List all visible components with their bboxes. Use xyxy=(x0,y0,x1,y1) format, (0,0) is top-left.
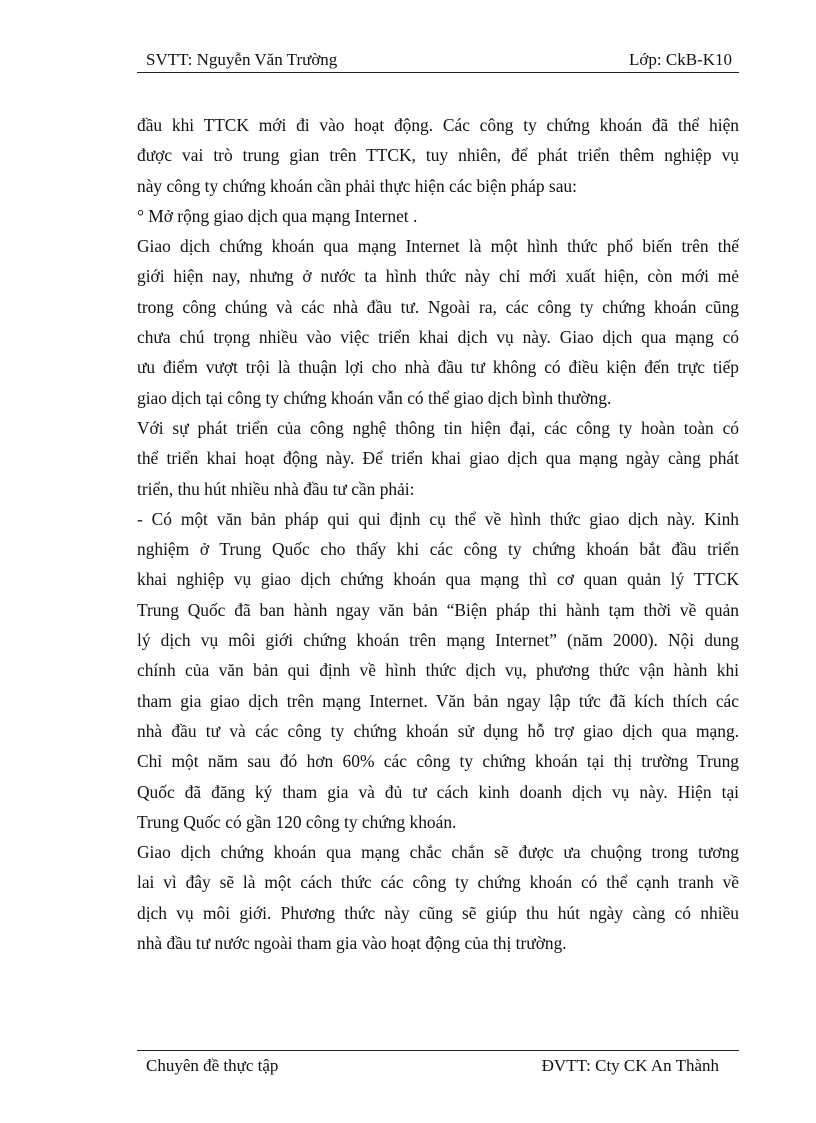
text-line: triển, thu hút nhiều nhà đầu tư cần phải: xyxy=(137,478,415,499)
text-line: Giao dịch chứng khoán qua mạng Internet là một hình thức phổ biến trên thế xyxy=(137,236,739,257)
text-line: Trung Quốc có gần 120 công ty chứng khoán. xyxy=(137,811,457,832)
header-class: Lớp: CkB-K10 xyxy=(629,50,732,69)
page-header xyxy=(137,48,739,73)
text-line: đầu khi TTCK mới đi vào hoạt động. Các công ty chứng khoán đã thể hiện xyxy=(137,115,739,135)
text-line: nhà đầu tư nước ngoài tham gia vào hoạt động của thị trường. xyxy=(137,933,567,954)
text-line: Quốc đã đăng ký tham gia và đủ tư cách kinh doanh dịch vụ này. Hiện tại xyxy=(137,781,739,802)
footer-topic: Chuyên đề thực tập xyxy=(146,1056,279,1075)
page-footer xyxy=(137,1050,739,1077)
text-line: trong công chúng và các nhà đầu tư. Ngoài ra, các công ty chứng khoán cũng xyxy=(137,296,739,317)
body-text xyxy=(137,110,739,958)
text-line: ° Mở rộng giao dịch qua mạng Internet . xyxy=(137,205,418,226)
text-line: ưu điểm vượt trội là thuận lợi cho nhà đầu tư không có điều kiện đến trực tiếp xyxy=(137,357,739,378)
text-line: Chỉ một năm sau đó hơn 60% các công ty chứng khoán tại thị trường Trung xyxy=(137,751,739,772)
text-line: - Có một văn bản pháp qui qui định cụ thể về hình thức giao dịch này. Kinh xyxy=(137,508,739,529)
text-line: dịch vụ môi giới. Phương thức này cũng sẽ giúp thu hút ngày càng có nhiều xyxy=(137,902,739,923)
text-line: này công ty chứng khoán cần phải thực hiện các biện pháp sau: xyxy=(137,175,577,196)
text-line: giới hiện nay, nhưng ở nước ta hình thức này chỉ mới xuất hiện, còn mới mẻ xyxy=(137,266,739,287)
text-line: giao dịch tại công ty chứng khoán vẫn có thể giao dịch bình thường. xyxy=(137,387,612,408)
header-student-name: SVTT: Nguyễn Văn Trường xyxy=(146,50,338,69)
text-line: nghiệm ở Trung Quốc cho thấy khi các công ty chứng khoán bắt đầu triển xyxy=(137,539,739,560)
text-line: Trung Quốc đã ban hành ngay văn bản “Biện pháp thi hành tạm thời về quản xyxy=(137,599,739,620)
text-line: nhà đầu tư và các công ty chứng khoán sử dụng hỗ trợ giao dịch qua mạng. xyxy=(137,720,739,741)
text-line: được vai trò trung gian trên TTCK, tuy nhiên, để phát triển thêm nghiệp vụ xyxy=(137,145,739,166)
text-line: Với sự phát triển của công nghệ thông tin hiện đại, các công ty hoàn toàn có xyxy=(137,417,739,438)
text-line: lai vì đây sẽ là một cách thức các công ty chứng khoán có thể cạnh tranh về xyxy=(137,872,739,893)
text-line: thể triển khai hoạt động này. Để triển khai giao dịch qua mạng ngày càng phát xyxy=(137,448,739,469)
text-line: Giao dịch chứng khoán qua mạng chắc chắn sẽ được ưa chuộng trong tương xyxy=(137,842,739,863)
text-line: khai nghiệp vụ giao dịch chứng khoán qua mạng thì cơ quan quản lý TTCK xyxy=(137,569,739,590)
footer-unit: ĐVTT: Cty CK An Thành xyxy=(541,1056,719,1075)
text-line: lý dịch vụ môi giới chứng khoán trên mạng Internet” (năm 2000). Nội dung xyxy=(137,630,739,651)
text-line: chưa chú trọng nhiều vào việc triển khai dịch vụ này. Giao dịch qua mạng có xyxy=(137,327,739,348)
text-line: chính của văn bản qui định về hình thức dịch vụ, phương thức vận hành khi xyxy=(137,660,739,681)
text-line: tham gia giao dịch trên mạng Internet. Văn bản ngay lập tức đã kích thích các xyxy=(137,690,739,711)
